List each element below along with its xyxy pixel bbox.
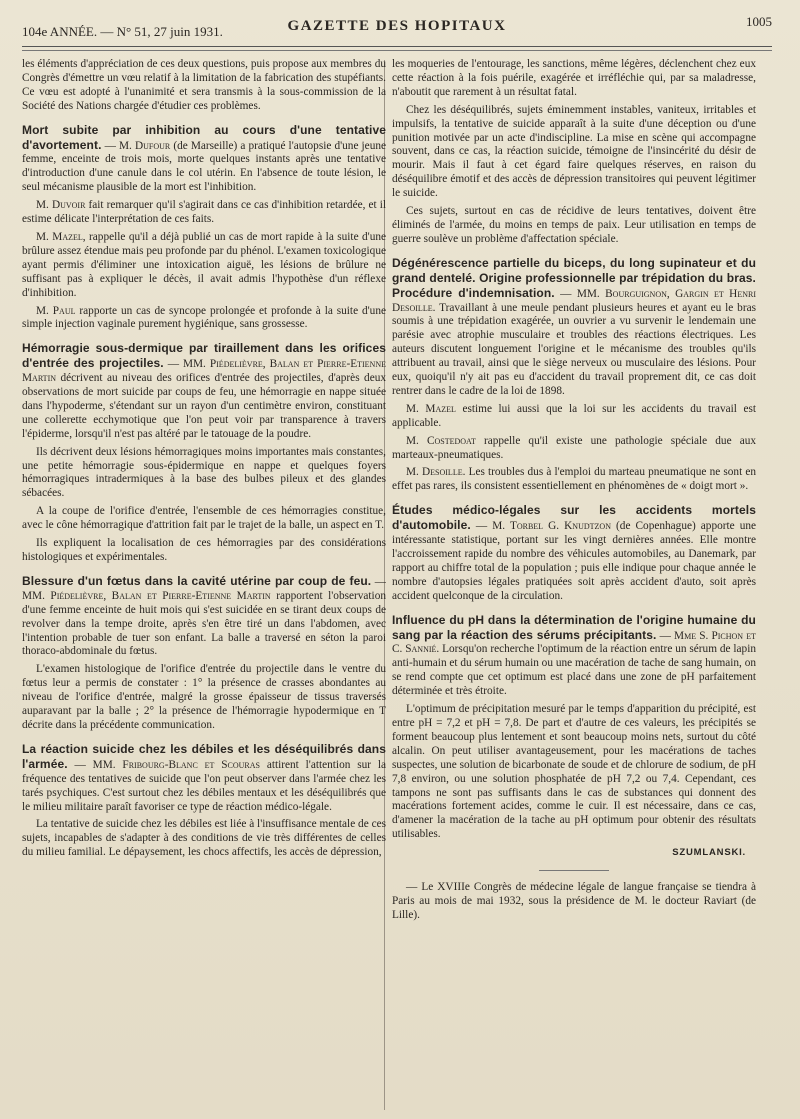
header-rule-secondary	[22, 50, 772, 51]
paragraph	[22, 231, 386, 301]
paragraph-text: rappelle qu'il a déjà publié un cas de mort rapide à la suite d'une brûlure assez étendue mais peu profonde par du phénol. L'examen toxicologique ayant permis d'éliminer une intoxication aiguë, les lésions de brûlure ne suffisant pas à expliquer le décès, il avait admis l'hypothèse d'un réflexe d'inhibition.	[22, 230, 386, 299]
paragraph: Chez les déséquilibrés, sujets éminemment instables, vaniteux, irritables et impulsifs, la tentative de suicide apparaît à la suite d'une déception ou d'une punition motivée par un acte d'indiscipline. La mise en scène qui accompagne souvent, dans ce cas, la réaction suicide, témoigne de l'insincérité du désir de mourir. Mais il faut à cet égard faire quelques réserves, en raison du déséquilibre émotif et des accès de dépression transitoires qui peuvent légitimer le suicide.	[392, 103, 756, 200]
issue-line: 104e ANNÉE. — N° 51, 27 juin 1931.	[22, 24, 223, 39]
paragraph: les moqueries de l'entourage, les sanctions, même légères, déclenchent chez eux cette réaction à la fois puérile, exagérée et irréfléchie qui, par sa maladresse, n'aboutit que rarement à un résultat fatal.	[392, 58, 756, 98]
section-text: rapportent l'observation d'une femme enceinte de huit mois qui s'est suicidée en se tirant deux coups de revolver dans la tempe droite, après s'en être tiré un dans l'abdomen, avec l'intention probable de tuer son enfant. La balle a traversé en séton la paroi thoraco-abdominale du fœtus.	[22, 589, 386, 658]
author: M. Mazel,	[36, 230, 86, 243]
authors: — Mme S. Pichon et C. Sannié.	[392, 629, 756, 656]
paragraph	[22, 199, 386, 227]
author: M. Costedoat	[406, 434, 476, 447]
section-text: (de Marseille) a pratiqué l'autopsie d'une jeune femme, enceinte de trois mois, morte quelques instants après une tentative d'introduction d'une canule dans le col utérin. En l'absence de toute lésion, le seul mécanisme plausible de la mort est l'inhibition.	[22, 139, 386, 194]
author: M. Duvoir	[36, 199, 86, 212]
author: M. Paul	[36, 304, 76, 317]
author: M. Desoille.	[406, 466, 466, 479]
paragraph-text: Les troubles dus à l'emploi du marteau pneumatique ne sont en effet pas rares, ils consistent essentiellement en phénomènes de « doigt mort ».	[392, 466, 756, 493]
paragraph: les éléments d'appréciation de ces deux questions, puis propose aux membres du Congrès d'émettre un vœu relatif à la limitation de la fabrication des stupéfiants. Ce vœu est adopté à l'unanimité et sera transmis à la sous-commission de la Société des Nations chargée d'étudier ces problèmes.	[22, 58, 386, 112]
paragraph	[392, 435, 756, 463]
paragraph-text: rappelle qu'il existe une pathologie spéciale due aux marteaux-pneumatiques.	[392, 434, 756, 461]
section-title: Hémorragie sous-dermique par tiraillement dans les orifices d'entrée des projectiles.	[22, 341, 386, 371]
paragraph-text: estime lui aussi que la loi sur les accidents du travail est applicable.	[392, 402, 756, 429]
paragraph	[22, 305, 386, 333]
author: M. Mazel	[406, 402, 456, 415]
section-text: (de Copenhague) apporte une intéressante statistique, portant sur les vingt dernières années. Elle montre l'accroissement rapide du nombre des véhicules automobiles, au Danemark, par rapport au chiffre total de la population ; puis elle indique pour chaque année le nombre d'autopsies légales pratiquées soit après accident d'auto, soit après accident quelconque de la circulation.	[392, 520, 756, 602]
author: M. Dufour	[119, 139, 171, 152]
paragraph: L'optimum de précipitation mesuré par le temps d'apparition du précipité, est entre pH = 7,2 et pH = 7,8. De part et d'autre de ces valeurs, les précipités se forment beaucoup plus lentement et sont beaucoup moins nets, surtout du côté alcalin. On peut utiliser avantageusement, pour les macérations de taches suspectes, une solution de bicarbonate de soude et de chlorure de sodium, de pH 7,8 environ, ou une solution phosphatée de pH 7,2 ou 7,4. Cependant, ces tampons ne sont pas suffisants dans le cas de substances qui donnent des macérations fortement acides, comme le cuir. Il est nécessaire, dans ce cas, d'amener la macération de la tache au pH optimum pour obtenir des résultats utilisables.	[392, 703, 756, 841]
section-title: Blessure d'un fœtus dans la cavité utérine par coup de feu.	[22, 573, 372, 588]
paragraph	[392, 466, 756, 494]
section-title: Influence du pH dans la détermination de l'origine humaine du sang par la réaction des sérums précipitants.	[392, 612, 756, 642]
section-text: Lorsqu'on recherche l'optimum de la réaction entre un sérum de lapin anti-humain et du sérum humain ou une macération de tache de sang humain, on se rend compte que cet optimum est placé dans une zone de pH parfaitement déterminée et très étroite.	[392, 643, 756, 698]
header-rule	[22, 46, 772, 47]
paragraph	[392, 403, 756, 431]
right-column: les moqueries de l'entourage, les sanctions, même légères, déclenchent chez eux cette réaction à la fois puérile, exagérée et irréfléchie qui, par sa maladresse, n'aboutit que rarement à un résultat fatal. Chez les déséquilibrés, sujets éminemment instables, vaniteux, irritables et impulsifs, la tentative de suicide apparaît à la suite d'une déception ou d'une punition motivée par un acte d'indiscipline. La mise en scène qui accompagne souvent, dans ce cas, la réaction suicide, témoigne de l'insincérité du désir de mourir. Mais il faut à cet égard faire quelques réserves, en raison du déséquilibre émotif et des accès de dépression transitoires qui peuvent légitimer le suicide. Ces sujets, surtout en cas de récidive de leurs tentatives, doivent être éliminés de l'armée, du moins en temps de paix. Leur utilisation en temps de guerre soulève un problème d'affectation spéciale. Dégénérescence partielle du biceps, du long supinateur et du grand dentelé. Origine professionnelle par trépidation du bras. Procédure d'indemnisation. — MM. Bourguignon, Gargin et Henri Desoille. Travaillant à une meule pendant plusieurs heures et ayant eu le bras soumis à une trépidation exagérée, un ouvrier a vu survenir le lendemain une parésie avec atrophie musculaire et troubles des réactions électriques. Les auteurs discutent longuement l'origine et le mécanisme des troubles qu'ils attribuent au travail, ainsi que le siège nerveux ou musculaire des lésions. Pour eux, quoiqu'il n'y ait pas eu d'accident du travail proprement dit, ce cas doit rentrer dans le cadre de la loi de 1898. M. Mazel estime lui aussi que la loi sur les accidents du travail est applicable. M. Costedoat rappelle qu'il existe une pathologie spéciale due aux marteaux-pneumatiques. M. Desoille. Les troubles dus à l'emploi du marteau pneumatique ne sont en effet pas rares, ils consistent essentiellement en phénomènes de « doigt mort ». Études médico-légales sur les accidents mortels d'automobile. — M. Torbel G. Knudtzon (de Copenhague) apporte une intéressante statistique, portant sur les vingt dernières années. Elle montre l'accroissement rapide du nombre des véhicules automobiles, au Danemark, par rapport au chiffre total de la population ; puis elle indique pour chaque année le nombre d'autopsies légales pratiquées soit après accident d'auto, soit après accident quelconque de la circulation. Influence du pH dans la détermination de l'origine humaine du sang par la réaction des sérums précipitants. — Mme S. Pichon et C. Sannié. Lorsqu'on recherche l'optimum de la réaction entre un sérum de lapin anti-humain et du sérum humain ou une macération de tache de sang humain, on se rend compte que cet optimum est placé dans une zone de pH parfaitement déterminée et très étroite. L'optimum de précipitation mesuré par le temps d'apparition du précipité, est entre pH = 7,2 et pH = 7,8. De part et d'autre de ces valeurs, les précipités se forment beaucoup plus lentement et sont beaucoup moins nets, surtout du côté alcalin. On peut utiliser avantageusement, pour les macérations de taches suspectes, une solution de bicarbonate de soude et de chlorure de sodium, de pH 7,8 environ, ou une solution phosphatée de pH 7,2 ou 7,4. Cependant, ces tampons ne sont pas suffisants dans le cas de substances qui donnent des macérations fortement acides, comme le cuir. Il est nécessaire, dans ce cas, d'amener la macération de la tache au pH optimum pour obtenir des résultats utilisables. SZUMLANSKI. — Le XVIIIe Congrès de médecine légale de langue française se tiendra à Paris au mois de mai 1932, sous la présidence de M. le docteur Raviart (de Lille).	[392, 58, 756, 921]
page-header	[22, 10, 772, 40]
paragraph: Ces sujets, surtout en cas de récidive de leurs tentatives, doivent être éliminés de l'armée, du moins en temps de paix. Leur utilisation en temps de guerre soulève un problème d'affectation spéciale.	[392, 205, 756, 245]
paragraph: A la coupe de l'orifice d'entrée, l'ensemble de ces hémorragies constitue, avec le cône hémorragique d'attrition fait par le trajet de la balle, un aspect en T.	[22, 505, 386, 532]
section-title: Études médico-légales sur les accidents mortels d'automobile.	[392, 503, 756, 533]
paragraph: L'examen histologique de l'orifice d'entrée du projectile dans le ventre du fœtus leur a permis de constater : 1° la présence de crasses abondantes au niveau de l'orifice d'entrée, malgré la grosse épaisseur de tissus traversés auparavant par la balle ; 2° la présence de l'hémorragie hypodermique en T décrite dans la précédente communication.	[22, 663, 386, 731]
paragraph: La tentative de suicide chez les débiles est liée à l'insuffisance mentale de ces sujets, incapables de s'adapter à des conditions de vie très différentes de celles du milieu familial. Le dépaysement, les chocs affectifs, les accès de dépression,	[22, 818, 386, 859]
section-title: La réaction suicide chez les débiles et les déséquilibrés dans l'armée.	[22, 741, 386, 771]
paragraph-text: rapporte un cas de syncope prolongée et profonde à la suite d'une simple injection vaginale purement hygiénique, sans grossesse.	[22, 304, 386, 331]
section-title: Mort subite par inhibition au cours d'une tentative d'avortement.	[22, 122, 386, 152]
section-text: attirent l'attention sur la fréquence des tentatives de suicide que l'on peut observer dans l'armée chez les tarés psychiques. C'est surtout chez les débiles mentaux et les déséquilibrés que le milieu militaire paraît favoriser ce type de réaction médico-légale.	[22, 758, 386, 813]
section-text: décrivent au niveau des orifices d'entrée des projectiles, d'après deux observations de mort suicide par coups de feu, une hémorragie en nappe située dans l'hypoderme, s'étendant sur un rayon d'un centimètre environ, constituant une collerette ecchymotique que l'on peut voir par transparence à travers l'épiderme, lorsqu'il n'est pas altéré par le tatouage de la poudre.	[22, 372, 386, 440]
authors: MM. Bourguignon, Gargin et Henri Desoille.	[392, 287, 756, 314]
left-column: les éléments d'appréciation de ces deux questions, puis propose aux membres du Congrès d'émettre un vœu relatif à la limitation de la fabrication des stupéfiants. Ce vœu est adopté à l'unanimité et sera transmis à la sous-commission de la Société des Nations chargée d'étudier ces problèmes. Mort subite par inhibition au cours d'une tentative d'avortement. — M. Dufour (de Marseille) a pratiqué l'autopsie d'une jeune femme, enceinte de trois mois, morte quelques instants après une tentative d'introduction d'une canule dans le col utérin. En l'absence de toute lésion, le seul mécanisme plausible de la mort est l'inhibition. M. Duvoir fait remarquer qu'il s'agirait dans ce cas d'inhibition retardée, et il estime délicate l'interprétation de ces faits. M. Mazel, rappelle qu'il a déjà publié un cas de mort rapide à la suite d'une brûlure assez étendue mais peu profonde par du phénol. L'examen toxicologique ayant permis d'éliminer une intoxication aiguë, les lésions de brûlure ne suffisant pas à expliquer le décès, il avait admis l'hypothèse d'un réflexe d'inhibition. M. Paul rapporte un cas de syncope prolongée et profonde à la suite d'une simple injection vaginale purement hygiénique, sans grossesse. Hémorragie sous-dermique par tiraillement dans les orifices d'entrée des projectiles. — MM. Piédelièvre, Balan et Pierre-Etienne Martin décrivent au niveau des orifices d'entrée des projectiles, d'après deux observations de mort suicide par coups de feu, une hémorragie en nappe située dans l'hypoderme, s'étendant sur un rayon d'un centimètre environ, constituant une collerette ecchymotique que l'on peut voir par transparence à travers l'épiderme, lorsqu'il n'est pas altéré par le tatouage de la poudre. Ils décrivent deux lésions hémorragiques moins importantes mais constantes, une petite hémorragie sous-épidermique en nappe et quelques foyers hémorragiques intradermiques à la base des bulbes pileux et des glandes sébacées. A la coupe de l'orifice d'entrée, l'ensemble de ces hémorragies constitue, avec le cône hémorragique d'attrition fait par le trajet de la balle, un aspect en T. Ils expliquent la localisation de ces hémorragies par des considérations histologiques et expérimentales. Blessure d'un fœtus dans la cavité utérine par coup de feu. — MM. Piédelièvre, Balan et Pierre-Etienne Martin rapportent l'observation d'une femme enceinte de huit mois qui s'est suicidée en se tirant deux coups de revolver dans la tempe droite, après s'en être tiré un dans l'abdomen, avec l'intention probable de tuer son enfant. La balle a traversé en séton la paroi thoraco-abdominale du fœtus. L'examen histologique de l'orifice d'entrée du projectile dans le ventre du fœtus leur a permis de constater : 1° la présence de crasses abondantes au niveau de l'orifice d'entrée, malgré la grosse épaisseur de tissus traversés auparavant par la balle ; 2° la présence de l'hémorragie hypodermique en T décrite dans la précédente communication. La réaction suicide chez les débiles et les déséquilibrés dans l'armée. — MM. Fribourg-Blanc et Scouras attirent l'attention sur la fréquence des tentatives de suicide que l'on peut observer dans l'armée chez les tarés psychiques. C'est surtout chez les débiles mentaux et les déséquilibrés que le milieu militaire paraît favoriser ce type de réaction médico-légale. La tentative de suicide chez les débiles est liée à l'insuffisance mentale de ces sujets, incapables de s'adapter à des conditions de vie très différentes de celles du milieu familial. Le dépaysement, les chocs affectifs, les accès de dépression,	[22, 58, 386, 859]
section-title: Dégénérescence partielle du biceps, du long supinateur et du grand dentelé. Origine professionnelle par trépidation du bras. Procédure d'indemnisation.	[392, 255, 756, 300]
authors: MM. Piédelièvre, Balan et Pierre-Etienne Martin	[22, 589, 271, 602]
signature: SZUMLANSKI.	[672, 847, 746, 859]
authors: MM. Fribourg-Blanc et Scouras	[92, 758, 260, 771]
authors: MM. Piédelièvre, Balan et Pierre-Etienne Martin	[22, 358, 386, 385]
paragraph: Ils décrivent deux lésions hémorragiques moins importantes mais constantes, une petite hémorragie sous-épidermique en nappe et quelques foyers hémorragiques intradermiques à la base des bulbes pileux et des glandes sébacées.	[22, 445, 386, 500]
journal-title: GAZETTE DES HOPITAUX	[287, 18, 507, 34]
page-number: 1005	[746, 14, 772, 29]
authors: — M. Torbel G. Knudtzon	[475, 520, 611, 533]
paragraph: Ils expliquent la localisation de ces hémorragies par des considérations histologiques et expérimentales.	[22, 537, 386, 563]
announcement: — Le XVIIIe Congrès de médecine légale de langue française se tiendra à Paris au mois de mai 1932, sous la présidence de M. le docteur Raviart (de Lille).	[392, 881, 756, 921]
paragraph-text: fait remarquer qu'il s'agirait dans ce cas d'inhibition retardée, et il estime délicate l'interprétation de ces faits.	[22, 199, 386, 226]
separator-rule	[539, 870, 609, 871]
section-text: Travaillant à une meule pendant plusieurs heures et ayant eu le bras soumis à une trépidation exagérée, un ouvrier a vu survenir le lendemain une parésie avec atrophie musculaire et troubles des réactions électriques. Les auteurs discutent longuement l'origine et le mécanisme des troubles qu'ils attribuent au travail, ainsi que le siège nerveux ou musculaire des lésions. Pour eux, quoiqu'il n'y ait pas eu d'accident du travail proprement dit, ce cas doit rentrer dans le cadre de la loi de 1898.	[392, 301, 756, 397]
